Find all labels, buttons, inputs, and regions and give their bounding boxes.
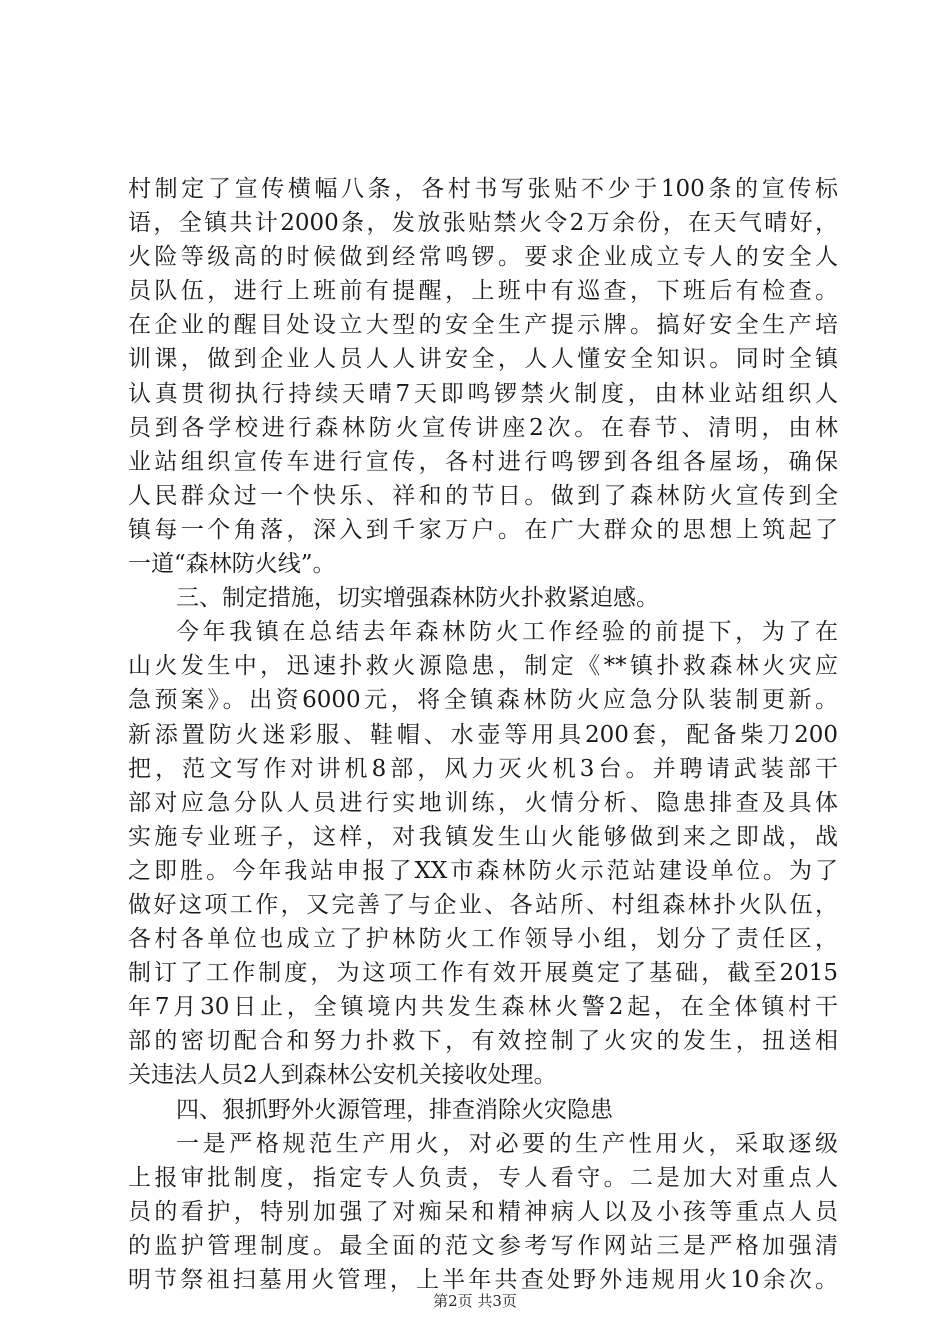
text-line: 明节祭祖扫墓用火管理，上半年共查处野外违规用火10余次。 [128, 1267, 838, 1293]
text-line: 做好这项工作，又完善了与企业、各站所、村组森林扑火队伍， [128, 891, 838, 918]
page-footer: 第2页 共3页 [433, 1292, 517, 1310]
text-line: 上报审批制度，指定专人负责，专人看守。二是加大对重点人 [128, 1164, 838, 1191]
text-line: 实施专业班子，这样，对我镇发生山火能够做到来之即战，战 [128, 823, 838, 850]
text-line: 新添置防火迷彩服、鞋帽、水壶等用具200套，配备柴刀200 [128, 721, 838, 748]
text-line: 急预案》。出资6000元，将全镇森林防火应急分队装制更新。 [128, 687, 838, 714]
text-line: 山火发生中，迅速扑救火源隐患，制定《**镇扑救森林火灾应 [128, 653, 838, 680]
text-line: 年7月30日止，全镇境内共发生森林火警2起，在全体镇村干 [128, 994, 838, 1021]
text-line: 语，全镇共计2000条，发放张贴禁火令2万余份，在天气晴好， [128, 210, 838, 237]
text-line: 人民群众过一个快乐、祥和的节日。做到了森林防火宣传到全 [128, 482, 838, 509]
text-line: 关违法人员2人到森林公安机关接收处理。 [128, 1062, 557, 1089]
text-line: 员到各学校进行森林防火宣传讲座2次。在春节、清明，由林 [128, 414, 838, 441]
text-line: 在企业的醒目处设立大型的安全生产提示牌。搞好安全生产培 [128, 312, 838, 339]
text-line: 火险等级高的时候做到经常鸣锣。要求企业成立专人的安全人 [128, 244, 838, 271]
text-line: 一是严格规范生产用火，对必要的生产性用火，采取逐级 [176, 1130, 838, 1157]
text-line: 今年我镇在总结去年森林防火工作经验的前提下，为了在 [176, 619, 838, 646]
text-line: 部的密切配合和努力扑救下，有效控制了火灾的发生，扭送相 [128, 1028, 838, 1055]
document-body [128, 172, 838, 1297]
text-line: 员队伍，进行上班前有提醒，上班中有巡查，下班后有检查。 [128, 278, 838, 305]
text-line: 认真贯彻执行持续天晴7天即鸣锣禁火制度，由林业站组织人 [128, 380, 838, 407]
text-line: 三、制定措施，切实增强森林防火扑救紧迫感。 [176, 585, 659, 612]
text-line: 训课，做到企业人员人人讲安全，人人懂安全知识。同时全镇 [128, 346, 838, 373]
text-line: 一道“森林防火线”。 [128, 551, 336, 578]
text-line: 员的看护，特别加强了对痴呆和精神病人以及小孩等重点人员 [128, 1198, 838, 1225]
text-line: 把，范文写作对讲机8部，风力灭火机3台。并聘请武装部干 [128, 755, 838, 782]
text-line: 之即胜。今年我站申报了XX市森林防火示范站建设单位。为了 [128, 857, 838, 884]
text-line: 四、狠抓野外火源管理，排查消除火灾隐患 [176, 1096, 613, 1123]
text-line: 的监护管理制度。最全面的范文参考写作网站三是严格加强清 [128, 1232, 838, 1259]
text-line: 部对应急分队人员进行实地训练，火情分析、隐患排查及具体 [128, 789, 838, 816]
text-line: 镇每一个角落，深入到千家万户。在广大群众的思想上筑起了 [128, 516, 838, 543]
text-line: 制订了工作制度，为这项工作有效开展奠定了基础，截至2015 [128, 960, 838, 987]
text-line: 各村各单位也成立了护林防火工作领导小组，划分了责任区， [128, 926, 838, 953]
text-line: 村制定了宣传横幅八条，各村书写张贴不少于100条的宣传标 [128, 176, 838, 202]
text-line: 业站组织宣传车进行宣传，各村进行鸣锣到各组各屋场，确保 [128, 448, 838, 475]
